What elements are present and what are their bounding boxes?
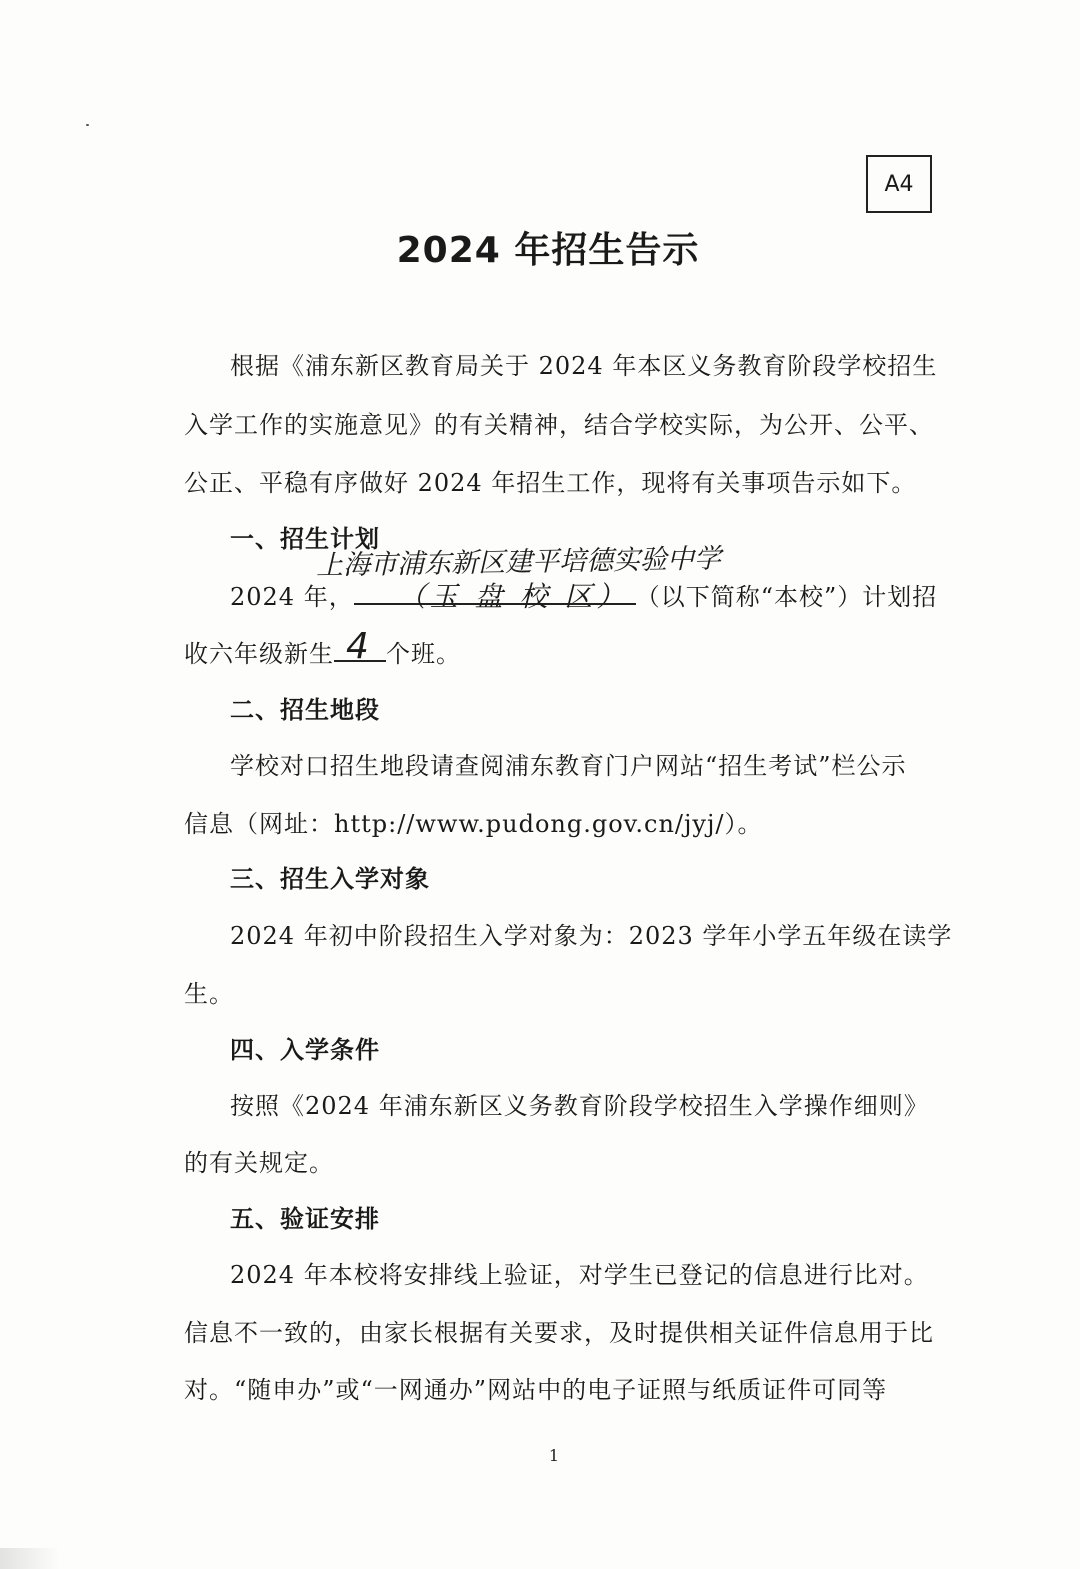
class-count-blank — [334, 626, 386, 667]
intro-line-3: 公正、平稳有序做好 2024 年招生工作，现将有关事项告示如下。 — [184, 469, 917, 497]
school-name-blank — [354, 580, 636, 613]
section1-line-2-suffix: 个班。 — [386, 640, 461, 668]
section5-line-2: 信息不一致的，由家长根据有关要求，及时提供相关证件信息用于比 — [184, 1319, 934, 1347]
section1-line-1 — [230, 577, 938, 613]
section-heading-4: 四、入学条件 — [230, 1036, 380, 1064]
section1-line-1-suffix: （以下简称“本校”）计划招 — [635, 583, 938, 611]
section2-line-1: 学校对口招生地段请查阅浦东教育门户网站“招生考试”栏公示 — [230, 752, 907, 780]
section-heading-3: 三、招生入学对象 — [230, 865, 430, 893]
intro-line-2: 入学工作的实施意见》的有关精神，结合学校实际，为公开、公平、 — [184, 411, 934, 439]
section5-line-3: 对。“随申办”或“一网通办”网站中的电子证照与纸质证件可同等 — [184, 1376, 888, 1404]
section5-line-1: 2024 年本校将安排线上验证，对学生已登记的信息进行比对。 — [230, 1261, 929, 1289]
intro-line-1: 根据《浦东新区教育局关于 2024 年本区义务教育阶段学校招生 — [230, 352, 938, 380]
section1-line-2 — [184, 626, 924, 669]
section2-line-2: 信息（网址：http://www.pudong.gov.cn/jyj/）。 — [184, 810, 763, 838]
section4-line-2: 的有关规定。 — [184, 1149, 334, 1177]
section3-line-1: 2024 年初中阶段招生入学对象为：2023 学年小学五年级在读学 — [230, 922, 953, 950]
handwritten-class-count: 4 — [346, 626, 370, 667]
section-heading-1: 一、招生计划 — [230, 525, 380, 553]
section1-line-1-prefix: 2024 年， — [230, 583, 354, 611]
document-code-box: A4 — [866, 155, 932, 213]
page-title: 2024 年招生告示 — [396, 230, 700, 271]
section3-line-2: 生。 — [184, 980, 234, 1008]
scan-corner-shade — [0, 1548, 60, 1569]
section4-line-1: 按照《2024 年浦东新区义务教育阶段学校招生入学操作细则》 — [230, 1092, 929, 1120]
handwritten-school-name: 上海市浦东新区建平培德实验中学 — [315, 543, 722, 582]
section1-line-2-prefix: 收六年级新生 — [184, 640, 334, 668]
section-heading-5: 五、验证安排 — [230, 1205, 380, 1233]
handwritten-campus: （玉 盘 校 区） — [397, 580, 629, 613]
scan-speck — [86, 124, 89, 126]
page-number: 1 — [548, 1446, 560, 1465]
section-heading-2: 二、招生地段 — [230, 696, 380, 724]
